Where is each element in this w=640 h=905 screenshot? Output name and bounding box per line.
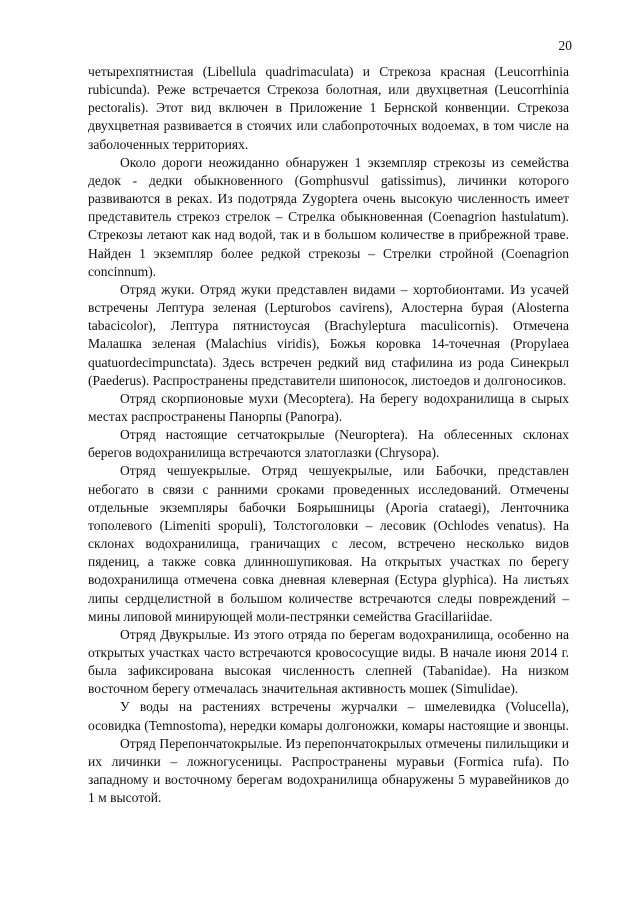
document-body (88, 63, 569, 807)
paragraph-lacewings: Отряд настоящие сетчатокрылые (Neuroptera). На облесенных склонах берегов водохранилища встречаются златоглазки (Chrysopa). (88, 427, 569, 461)
paragraph-dragonflies-continued: четырехпятнистая (Libellula quadrimaculata) и Стрекоза красная (Leucorrhinia rubicunda). Реже встречается Стрекоза болотная, или двухцветная (Leucorrhinia pectoralis). Этот вид включен в Приложение 1 Бернской конвенции. Стрекоза двухцветная развивается в стоячих или слабопроточных водоемах, в том числе на заболоченных территориях. (88, 64, 569, 152)
paragraph-diptera: Отряд Двукрылые. Из этого отряда по берегам водохранилища, особенно на открытых участках часто встречаются кровососущие виды. В начале июня 2014 г. была зафиксирована высокая численность слепней (Tabanidae). На низком восточном берегу отмечалась значительная активность мошек (Simulidae). (88, 626, 569, 697)
paragraph-scorpionflies: Отряд скорпионовые мухи (Mecoptera). На берегу водохранилища в сырых местах распространены Панорпы (Panorpa). (88, 390, 569, 424)
paragraph-butterflies: Отряд чешуекрылые. Отряд чешуекрылые, или Бабочки, представлен небогато в связи с ранними сроками проведенных исследований. Отмечены отдельные экземпляры бабочки Боярышницы (Aporia crataegi), Ленточника тополевого (Limeniti spopuli), Толстоголовки – лесовик (Ochlodes venatus). На склонах водохранилища, граничащих с лесом, встречено несколько видов пядениц, а также совка длинношупиковая. На открытых участках по берегу водохранилища отмечена совка дневная клеверная (Ectypa glyphica). На листьях липы сердцелистной в большом количестве встречаются следы повреждений – мины липовой минирующей моли-пестрянки семейства Gracillariidae. (88, 463, 569, 624)
page-number: 20 (558, 38, 572, 53)
paragraph-hymenoptera: Отряд Перепончатокрылые. Из перепончатокрылых отмечены пилильщики и их личинки – ложногусеницы. Распространены муравьи (Formica rufa). По западному и восточному берегам водохранилища обнаружены 5 муравейников до 1 м высотой. (88, 735, 569, 806)
paragraph-hoverflies: У воды на растениях встречены журчалки – шмелевидка (Volucella), осовидка (Temnostoma), нередки комары долгоножки, комары настоящие и звонцы. (88, 699, 569, 733)
paragraph-beetles: Отряд жуки. Отряд жуки представлен видами – хортобионтами. Из усачей встречены Лептура зеленая (Lepturobos cavirens), Алостерна бурая (Alosterna tabacicolor), Лептура пятнистоусая (Brachyleptura maculicornis). Отмечена Малашка зеленая (Malachius viridis), Божья коровка 14-точечная (Propylaea quatuordecimpunctata). Здесь встречен редкий вид стафилина из рода Синекрыл (Paederus). Распространены представители шипоносок, листоедов и долгоносиков. (88, 281, 569, 388)
paragraph-dragonflies-roadside: Около дороги неожиданно обнаружен 1 экземпляр стрекозы из семейства дедок - дедки обыкновенного (Gomphusvul gatissimus), личинки которого развиваются в реках. Из подотряда Zygoptera очень высокую численность имеет представитель стрекоз стрелок – Стрелка обыкновенная (Coenagrion hastulatum). Стрекозы летают как над водой, так и в большом количестве в прибрежной траве. Найден 1 экземпляр более редкой стрекозы – Стрелки стройной (Coenagrion concinnum). (88, 154, 569, 279)
